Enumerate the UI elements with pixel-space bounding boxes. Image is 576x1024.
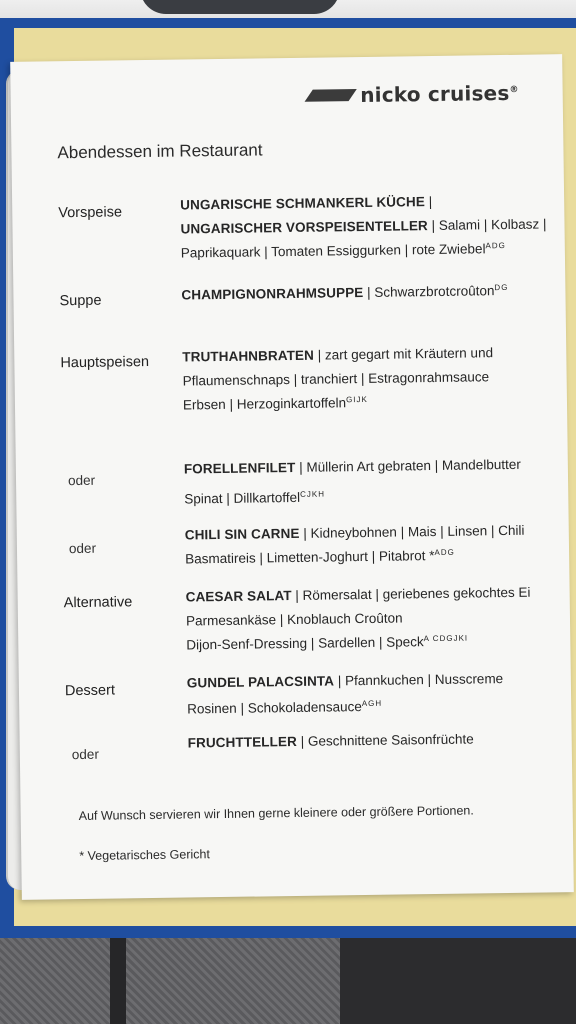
course-label: oder [71, 746, 99, 763]
dish-line [184, 486, 556, 515]
course-row-oder-3 [20, 730, 572, 763]
dish-text [186, 584, 559, 661]
portion-note: Auf Wunsch servieren wir Ihnen gerne kleinere oder größere Portionen. [78, 803, 474, 824]
brand-mark-icon [304, 89, 356, 102]
dish-line [181, 240, 553, 269]
dish-name: CHAMPIGNONRAHMSUPPE [181, 284, 364, 303]
dish-text [185, 522, 558, 575]
dish-name: GUNDEL PALACSINTA [186, 673, 335, 691]
dish-description: Spinat | Dillkartoffel [184, 489, 301, 507]
dish-description: Dijon-Senf-Dressing | Sardellen | Speck [186, 634, 424, 653]
brand-name: nicko cruises® [360, 80, 519, 108]
dish-name: FRUCHTTELLER [187, 733, 297, 751]
dish-text [182, 344, 555, 421]
brand-logo [308, 81, 519, 108]
plate-edge [140, 0, 340, 14]
vegetarian-note: * Vegetarisches Gericht [79, 847, 210, 864]
dish-description: | Römersalat | geriebenes gekochtes Ei [291, 584, 531, 604]
dish-description: Parmesankäse | Knoblauch Croûton [185, 610, 403, 629]
dish-description: Erbsen | Herzoginkartoffeln [182, 395, 347, 413]
dish-name: FORELLENFILET [183, 459, 296, 477]
dish-description: | Müllerin Art gebraten | Mandelbutter [295, 456, 521, 475]
dish-description: | Geschnittene Saisonfrüchte [296, 731, 474, 749]
allergen-codes: ADG [434, 547, 455, 558]
dish-text [180, 192, 553, 269]
course-label: Alternative [63, 594, 133, 612]
dish-description: | zart gegart mit Kräutern und [313, 345, 494, 363]
course-row-alternative [18, 584, 570, 653]
dish-line [181, 282, 553, 302]
dish-text [188, 730, 560, 750]
fabric-background [0, 938, 576, 1024]
dish-description: | Schwarzbrotcroûton [363, 283, 495, 300]
page-title: Abendessen im Restaurant [57, 140, 263, 163]
allergen-codes: AGH [361, 698, 383, 709]
course-label: oder [68, 540, 97, 557]
fabric-stripe [110, 938, 126, 1024]
course-label: Hauptspeisen [60, 353, 150, 372]
course-row-hauptspeisen [14, 344, 566, 413]
dish-line [185, 546, 557, 575]
dish-description: Paprikaquark | Tomaten Essiggurken | rote Zwiebel [180, 241, 486, 261]
brand-registered-mark: ® [509, 85, 519, 96]
allergen-codes: GIJK [345, 394, 368, 405]
dish-line [188, 730, 560, 750]
fabric-shadow [340, 938, 576, 1024]
allergen-codes: A CDGJKI [423, 633, 469, 644]
allergen-codes: ADG [485, 240, 506, 251]
dish-description: | Kidneybohnen | Mais | Linsen | Chili [299, 522, 525, 541]
dish-description: | [424, 194, 433, 210]
dish-description: Rosinen | Schokoladensauce [187, 699, 362, 717]
course-row-vorspeise [12, 192, 564, 261]
dish-line [183, 392, 555, 421]
course-label: Suppe [59, 292, 102, 310]
course-row-dessert [19, 670, 571, 717]
dish-description: Pflaumenschnaps | tranchiert | Estragonrahmsauce [182, 369, 490, 389]
course-label: Dessert [64, 682, 116, 700]
dish-text [181, 282, 553, 302]
dish-description: | Salami | Kolbasz | [427, 216, 547, 234]
dish-description: | Pfannkuchen | Nusscreme [333, 671, 504, 689]
allergen-codes: CJKH [299, 489, 326, 499]
dish-name: UNGARISCHE SCHMANKERL KÜCHE [180, 194, 425, 213]
dish-line [186, 632, 558, 661]
dish-description: Basmatireis | Limetten-Joghurt | Pitabrot * [185, 548, 435, 567]
course-row-oder-1 [16, 456, 568, 507]
course-row-oder-2 [17, 522, 569, 567]
dish-name: UNGARISCHER VORSPEISENTELLER [180, 218, 428, 237]
dish-name: CAESAR SALAT [185, 588, 292, 605]
course-label: Vorspeise [58, 204, 123, 222]
dish-name: TRUTHAHNBRATEN [182, 347, 315, 365]
dish-name: CHILI SIN CARNE [184, 525, 300, 543]
course-row-suppe [13, 282, 565, 310]
dish-text [187, 670, 560, 725]
dish-text [184, 456, 557, 515]
allergen-codes: DG [494, 282, 509, 293]
dish-line [187, 696, 559, 725]
course-label: oder [67, 472, 96, 489]
menu-page [10, 54, 574, 900]
